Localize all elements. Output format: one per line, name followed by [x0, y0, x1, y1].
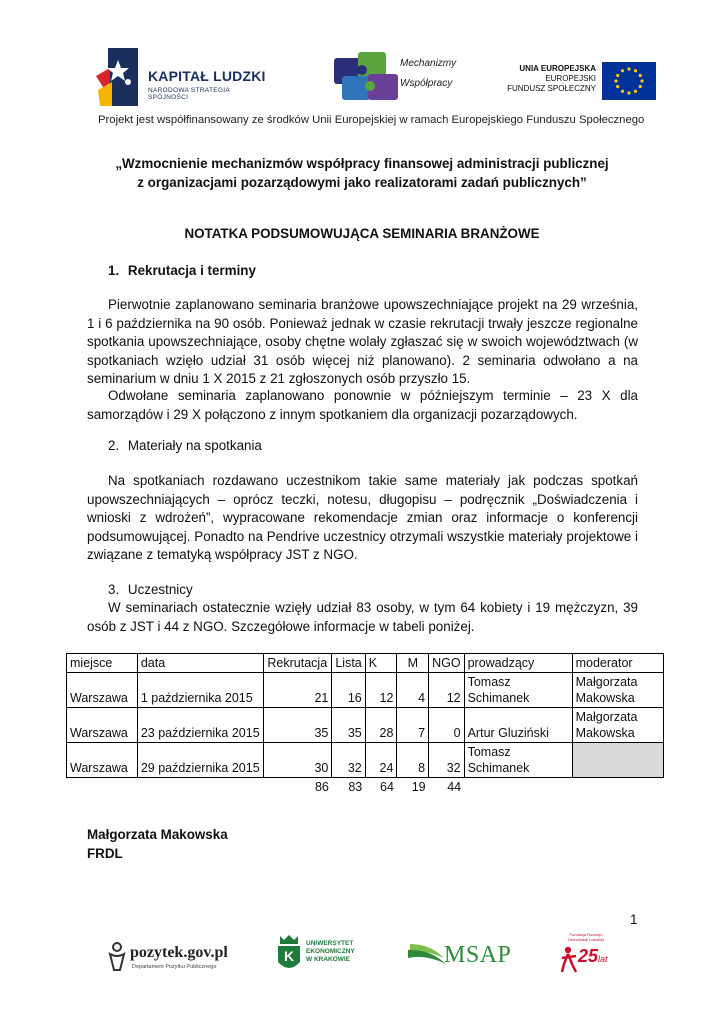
total-ngo: 44 — [447, 780, 462, 794]
document-heading: NOTATKA PODSUMOWUJĄCA SEMINARIA BRANŻOWE — [184, 226, 540, 241]
eu-line3: FUNDUSZ SPOŁECZNY — [507, 84, 596, 93]
total-lista: 83 — [348, 780, 363, 794]
cell-ngo: 32 — [429, 743, 464, 778]
cell-moderator-empty — [572, 743, 663, 778]
cell-lista: 32 — [332, 743, 365, 778]
cell-prowadzacy — [464, 673, 572, 708]
eu-line1: UNIA EUROPEJSKA — [519, 64, 596, 73]
uek-line3: W KRAKOWIE — [306, 956, 351, 963]
section2-heading — [108, 437, 262, 456]
cell-data: 23 października 2015 — [137, 708, 264, 743]
prowadzacy-line2: Schimanek — [467, 761, 530, 775]
frdl-25: 25 — [578, 946, 599, 966]
frdl-small-text: Fundacja Rozwoju Demokracji Lokalnej — [567, 932, 604, 942]
uek-crest-icon — [276, 934, 302, 974]
project-title-line2: z organizacjami pozarządowymi jako realizatorami zadań publicznych” — [137, 174, 587, 190]
section2-number: 2. — [108, 438, 120, 453]
pozytek-logo — [108, 940, 238, 974]
cell-miejsce: Warszawa — [67, 673, 138, 708]
section1-heading — [108, 262, 256, 281]
table-header-cell: NGO — [429, 654, 464, 673]
section3-paragraph: W seminariach ostatecznie wzięły udział 83 osoby, w tym 64 kobiety i 19 mężczyzn, 39 osób z JST i 44 z NGO. Szczegółowe informacje w tabeli poniżej. — [87, 600, 638, 634]
eu-logo — [500, 60, 656, 102]
cell-data: 1 października 2015 — [137, 673, 264, 708]
frdl-logo — [560, 932, 610, 978]
wspolpracy-label: Współpracy — [400, 78, 453, 89]
cell-ngo: 0 — [429, 708, 464, 743]
section1-number: 1. — [108, 263, 120, 278]
table-header-cell: moderator — [572, 654, 663, 673]
moderator-line2: Makowska — [575, 691, 635, 705]
kapital-ludzki-logo — [96, 46, 266, 108]
table-row — [67, 743, 664, 778]
uek-text — [306, 940, 355, 964]
prowadzacy-line2: Schimanek — [467, 691, 530, 705]
moderator-line1: Małgorzata — [575, 675, 638, 689]
table-header-cell: data — [137, 654, 264, 673]
project-title — [70, 155, 654, 192]
cell-rekrutacja: 35 — [264, 708, 332, 743]
section1-para1-first-line: Pierwotnie zaplanowano seminaria branżowe upowszechniające projekt na 29 września, — [108, 297, 638, 312]
frdl-figure-icon — [560, 946, 580, 974]
section1-para1-rest: 1 i 6 października na 90 osób. Ponieważ jednak w czasie rekrutacji trwały jeszcze regionalne spotkania upowszechniające, osoby chętne wolały zgłaszać się w swoich województwach (w spotkaniach wzięło udział 31 osób więcej niż planowano). 2 seminaria odwołano a na seminarium w dniu 1 X 2015 z 21 zgłoszonych osób przyszło 15. — [87, 315, 638, 386]
table-header-cell: prowadzący — [464, 654, 572, 673]
svg-text:K: K — [283, 948, 295, 964]
msap-swoosh-icon — [408, 940, 448, 970]
moderator-line1: Małgorzata — [575, 710, 638, 724]
table-header-cell: K — [365, 654, 397, 673]
pozytek-text: pozytek.gov.pl — [130, 944, 228, 961]
kapital-ludzki-title: KAPITAŁ LUDZKI — [148, 68, 266, 84]
table-header-row — [67, 654, 664, 673]
total-m: 19 — [411, 780, 426, 794]
section3-heading — [108, 581, 193, 600]
section2-paragraph: Na spotkaniach rozdawano uczestnikom takie same materiały jak podczas spotkań upowszechniających – oprócz teczki, notesu, długopisu – podręcznik „Doświadczenia i wnioski z wdrożeń”, wypracowane rekomendacje zmian oraz informacje o konferencji podsumowującej. Ponadto na Pendrive uczestnicy otrzymali wszystkie materiały projektowe i związane z tematyką współpracy JST z NGO. — [87, 473, 638, 562]
mechanizmy-label: Mechanizmy — [400, 58, 457, 69]
cell-k: 28 — [365, 708, 397, 743]
cell-k: 24 — [365, 743, 397, 778]
signature-name: Małgorzata Makowska — [87, 827, 228, 842]
cell-miejsce: Warszawa — [67, 743, 138, 778]
puzzle-icon — [332, 48, 404, 104]
cell-prowadzacy: Artur Gluziński — [464, 708, 572, 743]
section3-number: 3. — [108, 582, 120, 597]
cell-rekrutacja: 30 — [264, 743, 332, 778]
participants-table — [66, 653, 664, 796]
frdl-lat: lat — [598, 954, 608, 964]
cell-lista: 16 — [332, 673, 365, 708]
cell-rekrutacja: 21 — [264, 673, 332, 708]
funding-note: Projekt jest współfinansowany ze środków Unii Europejskiej w ramach Europejskiego Funduszu Społecznego — [98, 114, 645, 126]
kapital-ludzki-emblem-icon — [96, 46, 146, 108]
cell-m: 8 — [397, 743, 429, 778]
uek-line2: EKONOMICZNY — [306, 948, 355, 955]
prowadzacy-line1: Tomasz — [467, 675, 511, 689]
table-header-cell: Rekrutacja — [264, 654, 332, 673]
table-header-cell: Lista — [332, 654, 365, 673]
signature-block — [87, 826, 228, 863]
cell-miejsce: Warszawa — [67, 708, 138, 743]
page-number: 1 — [630, 912, 638, 927]
cell-m: 4 — [397, 673, 429, 708]
moderator-line2: Makowska — [575, 726, 635, 740]
person-figure-icon — [108, 942, 126, 972]
cell-moderator — [572, 708, 663, 743]
uek-line1: UNIWERSYTET — [306, 940, 354, 947]
table-row — [67, 673, 664, 708]
pozytek-subtext: Departament Pożytku Publicznego — [132, 964, 217, 970]
table-row — [67, 708, 664, 743]
cell-lista: 35 — [332, 708, 365, 743]
cell-moderator — [572, 673, 663, 708]
cell-data: 29 października 2015 — [137, 743, 264, 778]
section2-title: Materiały na spotkania — [127, 438, 262, 453]
msap-logo — [408, 940, 512, 972]
total-rekrutacja: 86 — [314, 780, 329, 794]
kapital-ludzki-subtitle: NARODOWA STRATEGIA SPÓJNOŚCI — [148, 87, 230, 101]
section1-title: Rekrutacja i terminy — [127, 263, 256, 278]
table-totals-row — [67, 778, 664, 797]
signature-org: FRDL — [87, 845, 123, 861]
section1-paragraph1 — [87, 296, 638, 389]
eu-text-block — [486, 64, 596, 94]
project-title-line1: „Wzmocnienie mechanizmów współpracy finansowej administracji publicznej — [115, 156, 609, 171]
frdl-25-text — [578, 946, 608, 967]
eu-flag-icon — [602, 62, 656, 100]
section3-title: Uczestnicy — [127, 582, 193, 597]
uek-logo — [276, 934, 366, 976]
table-header-cell: M — [397, 654, 429, 673]
cell-prowadzacy — [464, 743, 572, 778]
cell-k: 12 — [365, 673, 397, 708]
section1-paragraph2: Odwołane seminaria zaplanowano ponownie w późniejszym terminie – 23 X dla samorządów i 29 X połączono z innym spotkaniem dla organizacji pozarządowych. — [87, 388, 638, 422]
msap-text: MSAP — [444, 942, 512, 968]
mechanizmy-wspolpracy-logo — [332, 48, 462, 104]
cell-ngo: 12 — [429, 673, 464, 708]
table-header-cell: miejsce — [67, 654, 138, 673]
prowadzacy-line1: Tomasz — [467, 745, 511, 759]
eu-line2: EUROPEJSKI — [545, 74, 596, 83]
cell-m: 7 — [397, 708, 429, 743]
total-k: 64 — [380, 780, 394, 794]
